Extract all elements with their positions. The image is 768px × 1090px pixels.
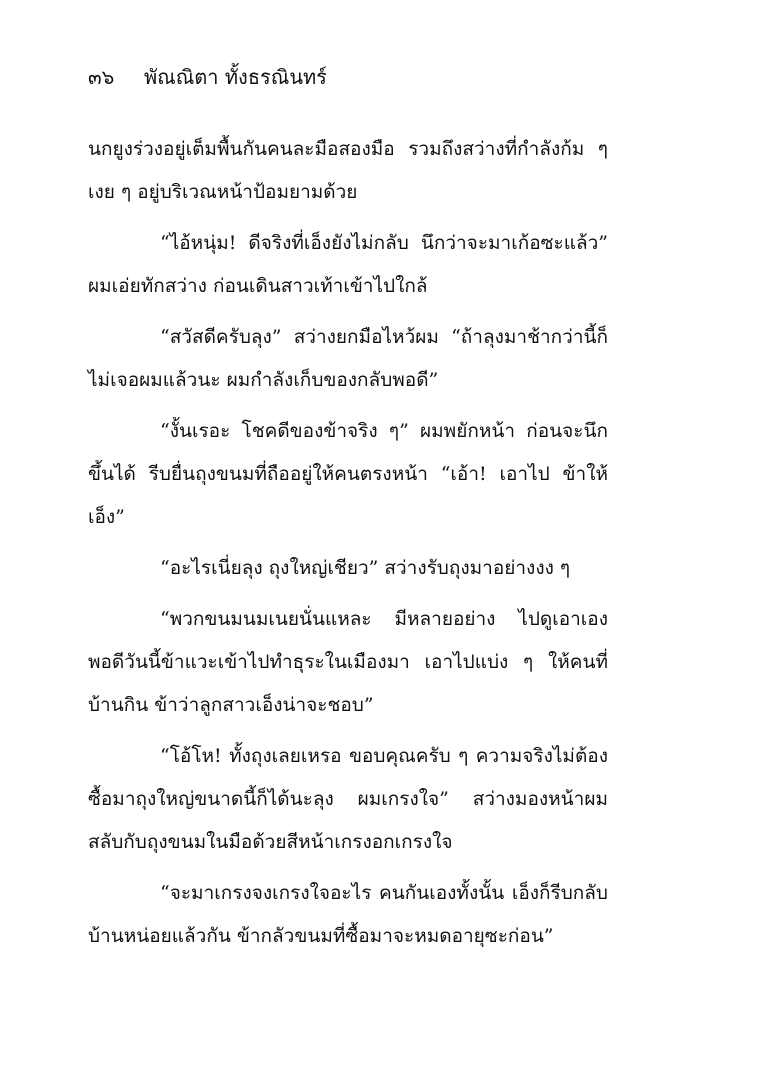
running-header: [88, 62, 327, 92]
body-text: [88, 128, 608, 958]
paragraph: นกยูงร่วงอยู่เต็มพื้นกันคนละมือสองมือ รวมถึงสว่างที่กำลังก้ม ๆ เงย ๆ อยู่บริเวณหน้าป้อมยามด้วย: [88, 138, 608, 203]
paragraph: “สวัสดีครับลุง” สว่างยกมือไหว้ผม “ถ้าลุงมาช้ากว่านี้ก็ไม่เจอผมแล้วนะ ผมกำลังเก็บของกลับพอดี”: [88, 326, 608, 391]
paragraph: “จะมาเกรงจงเกรงใจอะไร คนกันเองทั้งนั้น เอ็งก็รีบกลับบ้านหน่อยแล้วกัน ข้ากลัวขนมที่ซื้อมาจะหมดอายุซะก่อน”: [88, 882, 608, 947]
paragraph: “พวกขนมนมเนยนั่นแหละ มีหลายอย่าง ไปดูเอาเอง พอดีวันนี้ข้าแวะเข้าไปทำธุระในเมืองมา เอาไปแบ่ง ๆ ให้คนที่บ้านกิน ข้าว่าลูกสาวเอ็งน่าจะชอบ”: [88, 608, 608, 716]
paragraph: “โอ้โห! ทั้งถุงเลยเหรอ ขอบคุณครับ ๆ ความจริงไม่ต้องซื้อมาถุงใหญ่ขนาดนี้ก็ได้นะลุง ผมเกรงใจ” สว่างมองหน้าผม สลับกับถุงขนมในมือด้วยสีหน้าเกรงอกเกรงใจ: [88, 745, 608, 853]
paragraph: “อะไรเนี่ยลุง ถุงใหญ่เชียว” สว่างรับถุงมาอย่างงง ๆ: [160, 557, 571, 579]
page-number: ๓๖: [88, 65, 115, 89]
author-name: พัณณิตา ทั้งธรณินทร์: [144, 65, 327, 89]
paragraph: “ไอ้หนุ่ม! ดีจริงที่เอ็งยังไม่กลับ นึกว่าจะมาเก้อซะแล้ว” ผมเอ่ยทักสว่าง ก่อนเดินสาวเท้าเข้าไปใกล้: [88, 232, 608, 297]
paragraph: “งั้นเรอะ โชคดีของข้าจริง ๆ” ผมพยักหน้า ก่อนจะนึกขึ้นได้ รีบยื่นถุงขนมที่ถืออยู่ให้คนตรงหน้า “เอ้า! เอาไป ข้าให้เอ็ง”: [88, 420, 608, 528]
